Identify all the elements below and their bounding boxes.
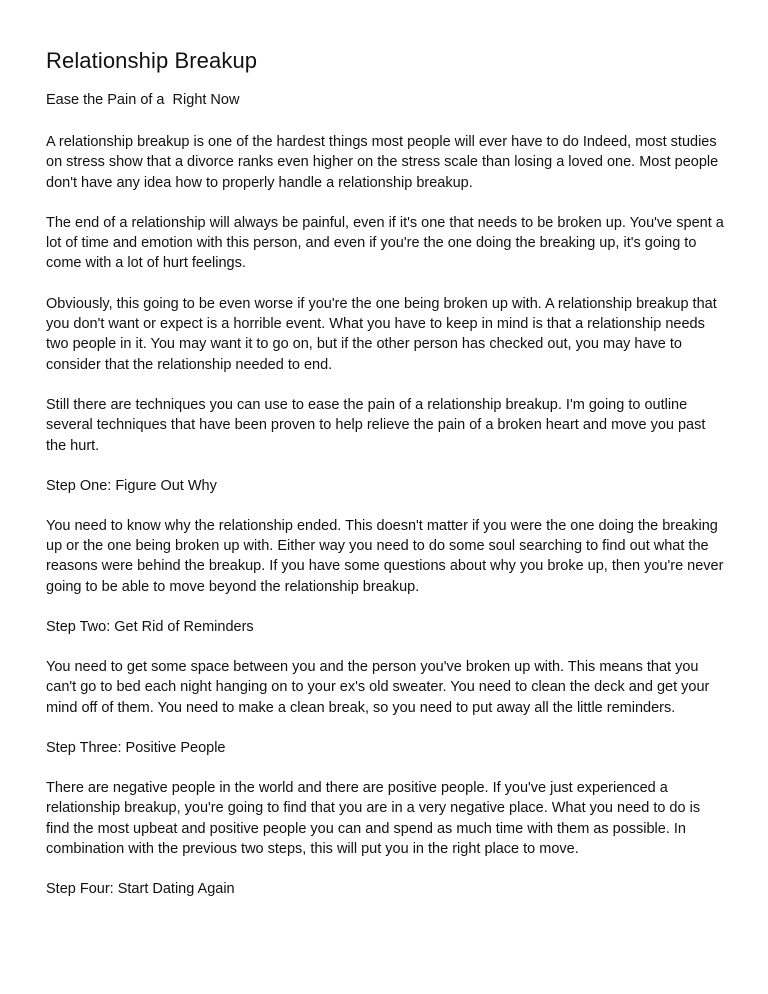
step-body: You need to know why the relationship ended. This doesn't matter if you were the one doing the breaking up or the one being broken up with. Either way you need to do some soul searching to find out what the reasons were behind the breakup. If you have some questions about why you broke up, then you're never going to be able to move beyond the relationship breakup. [46,517,724,595]
step-body: You need to get some space between you and the person you've broken up with. This means that you can't go to bed each night hanging on to your ex's old sweater. You need to clean the deck and get your mind off of them. You need to make a clean break, so you need to put away all the little reminders. [46,659,710,716]
step-heading: Step Four: Start Dating Again [46,881,235,898]
step-body: There are negative people in the world and there are positive people. If you've just experienced a relationship breakup, you're going to find that you are in a very negative place. What you need to do is find the most upbeat and positive people you can and spend as much time with them as possible. In combination with the previous two steps, this will put you in the right place to move. [46,779,701,857]
intro-paragraph: A relationship breakup is one of the hardest things most people will ever have to do Indeed, most studies on stress show that a divorce ranks even higher on the stress scale than losing a loved one. Most people don't have any idea how to properly handle a relationship breakup. [46,134,719,191]
step-heading: Step One: Figure Out Why [46,477,217,494]
document-title: Relationship Breakup [46,48,258,73]
step-heading: Step Three: Positive People [46,739,226,756]
step-heading: Step Two: Get Rid of Reminders [46,619,254,636]
intro-paragraph: Obviously, this going to be even worse if you're the one being broken up with. A relationship breakup that you don't want or expect is a horrible event. What you have to keep in mind is that a relationship needs two people in it. You may want it to go on, but if the other person has checked out, you may have to consider that the relationship needed to end. [46,295,717,373]
intro-paragraph: Still there are techniques you can use to ease the pain of a relationship breakup. I'm going to outline several techniques that have been proven to help relieve the pain of a broken heart and move you past the hurt. [46,396,706,454]
intro-paragraph: The end of a relationship will always be painful, even if it's one that needs to be broken up. You've spent a lot of time and emotion with this person, and even if you're the one doing the breaking up, it's going to come with a lot of hurt feelings. [46,214,724,272]
document-subtitle: Ease the Pain of a Right Now [46,92,240,108]
